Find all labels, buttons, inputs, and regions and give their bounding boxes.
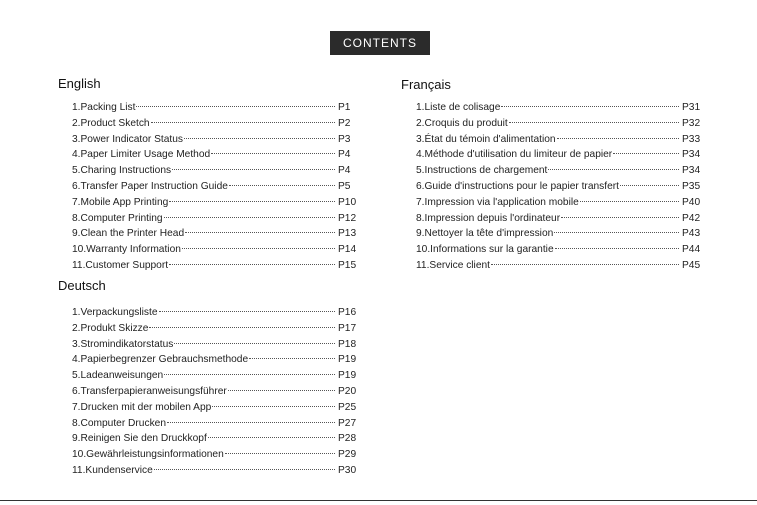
toc-entry-page: P35 — [682, 180, 701, 192]
toc-entry-page: P33 — [682, 133, 701, 145]
toc-entry-page: P43 — [682, 228, 701, 240]
dot-leader — [554, 220, 679, 233]
toc-entry-title: 5.Charing Instructions — [72, 165, 172, 177]
dot-leader — [561, 205, 679, 218]
toc-entry-title: 4.Papierbegrenzer Gebrauchsmethode — [72, 354, 249, 366]
toc-entry-page: P12 — [338, 212, 357, 224]
toc-entry-page: P45 — [682, 259, 701, 271]
toc-entry-page: P19 — [338, 370, 357, 382]
toc-entry-page: P40 — [682, 196, 701, 208]
dot-leader — [169, 252, 335, 265]
dot-leader — [613, 141, 679, 154]
dot-leader — [167, 410, 335, 423]
toc-entry-title: 11.Service client — [416, 259, 490, 271]
toc-list-deutsch — [72, 302, 358, 476]
toc-entry-title: 6.Guide d'instructions pour le papier transfert — [416, 180, 619, 192]
toc-entry-page: P2 — [338, 117, 351, 129]
dot-leader — [172, 157, 335, 170]
toc-entry-page: P25 — [338, 401, 357, 413]
dot-leader — [548, 157, 679, 170]
dot-leader — [151, 110, 335, 123]
toc-entry-title: 8.Computer Drucken — [72, 417, 166, 429]
toc-entry-page: P20 — [338, 385, 357, 397]
toc-entry-page: P34 — [682, 165, 701, 177]
dot-leader — [164, 362, 335, 375]
dot-leader — [169, 189, 335, 202]
section-heading-english: English — [58, 76, 101, 91]
toc-entry-page: P4 — [338, 165, 351, 177]
toc-entry-page: P32 — [682, 117, 701, 129]
toc-entry-title: 11.Customer Support — [72, 259, 169, 271]
toc-entry-page: P19 — [338, 354, 357, 366]
toc-entry — [72, 255, 358, 271]
dot-leader — [225, 441, 335, 454]
section-heading-deutsch: Deutsch — [58, 278, 106, 293]
toc-entry-title: 1.Packing List — [72, 102, 136, 113]
dot-leader — [136, 94, 335, 107]
section-heading-francais: Français — [401, 77, 451, 92]
toc-entry-title: 6.Transfer Paper Instruction Guide — [72, 180, 228, 192]
footer-rule — [0, 500, 757, 501]
toc-entry-title: 10.Warranty Information — [72, 244, 181, 256]
dot-leader — [228, 378, 335, 391]
toc-entry-title: 3.État du témoin d'alimentation — [416, 133, 556, 145]
toc-entry-title: 9.Clean the Printer Head — [72, 228, 185, 240]
toc-entry-title: 8.Computer Printing — [72, 212, 163, 224]
dot-leader — [208, 425, 335, 438]
dot-leader — [620, 173, 679, 186]
dot-leader — [154, 457, 335, 470]
dot-leader — [174, 331, 335, 344]
toc-entry-page: P14 — [338, 244, 357, 256]
toc-entry-title: 2.Produkt Skizze — [72, 322, 149, 334]
toc-entry-title: 4.Méthode d'utilisation du limiteur de papier — [416, 149, 613, 161]
dot-leader — [501, 94, 679, 107]
dot-leader — [249, 346, 335, 359]
toc-entry-page: P18 — [338, 338, 357, 350]
toc-entry-page: P15 — [338, 259, 357, 271]
toc-entry-title: 7.Mobile App Printing — [72, 196, 169, 208]
toc-entry-title: 5.Instructions de chargement — [416, 165, 548, 177]
dot-leader — [580, 189, 679, 202]
toc-entry-title: 3.Stromindikatorstatus — [72, 338, 174, 350]
toc-entry-title: 7.Drucken mit der mobilen App — [72, 401, 212, 413]
toc-entry-title: 1.Liste de colisage — [416, 102, 501, 113]
toc-entry-title: 8.Impression depuis l'ordinateur — [416, 212, 561, 224]
toc-entry-page: P3 — [338, 133, 351, 145]
dot-leader — [212, 394, 335, 407]
dot-leader — [149, 315, 335, 328]
toc-entry-title: 7.Impression via l'application mobile — [416, 196, 579, 208]
toc-entry-page: P29 — [338, 449, 357, 461]
toc-entry-page: P27 — [338, 417, 357, 429]
toc-entry-page: P30 — [338, 464, 357, 476]
dot-leader — [555, 236, 679, 249]
toc-entry — [416, 255, 702, 271]
toc-entry-page: P5 — [338, 180, 351, 192]
dot-leader — [184, 126, 335, 139]
toc-entry-page: P16 — [338, 307, 357, 318]
dot-leader — [509, 110, 679, 123]
toc-entry-title: 6.Transferpapieranweisungsführer — [72, 385, 227, 397]
toc-entry-page: P1 — [338, 102, 351, 113]
toc-entry — [72, 460, 358, 476]
dot-leader — [211, 141, 335, 154]
dot-leader — [182, 236, 335, 249]
toc-entry-title: 4.Paper Limiter Usage Method — [72, 149, 211, 161]
toc-entry-page: P28 — [338, 433, 357, 445]
dot-leader — [164, 205, 335, 218]
dot-leader — [185, 220, 335, 233]
toc-entry-title: 11.Kundenservice — [72, 464, 153, 476]
toc-entry-title: 9.Reinigen Sie den Druckkopf — [72, 433, 207, 445]
toc-entry-page: P4 — [338, 149, 351, 161]
toc-entry-page: P34 — [682, 149, 701, 161]
dot-leader — [159, 299, 335, 312]
toc-entry-page: P17 — [338, 322, 357, 334]
toc-entry-title: 2.Croquis du produit — [416, 117, 508, 129]
dot-leader — [557, 126, 679, 139]
toc-entry-title: 3.Power Indicator Status — [72, 133, 183, 145]
toc-list-francais — [416, 97, 702, 271]
toc-entry-page: P44 — [682, 244, 701, 256]
toc-entry-page: P31 — [682, 102, 701, 113]
toc-entry-page: P42 — [682, 212, 701, 224]
contents-badge: CONTENTS — [330, 31, 430, 55]
toc-entry-page: P13 — [338, 228, 357, 240]
dot-leader — [491, 252, 679, 265]
toc-entry-title: 10.Informations sur la garantie — [416, 244, 554, 256]
toc-entry-title: 9.Nettoyer la tête d'impression — [416, 228, 554, 240]
toc-entry-title: 1.Verpackungsliste — [72, 307, 158, 318]
toc-entry-title: 2.Product Sketch — [72, 117, 150, 129]
toc-entry-title: 5.Ladeanweisungen — [72, 370, 164, 382]
toc-list-english — [72, 97, 358, 271]
toc-entry-page: P10 — [338, 196, 357, 208]
dot-leader — [229, 173, 335, 186]
toc-entry-title: 10.Gewährleistungsinformationen — [72, 449, 224, 461]
